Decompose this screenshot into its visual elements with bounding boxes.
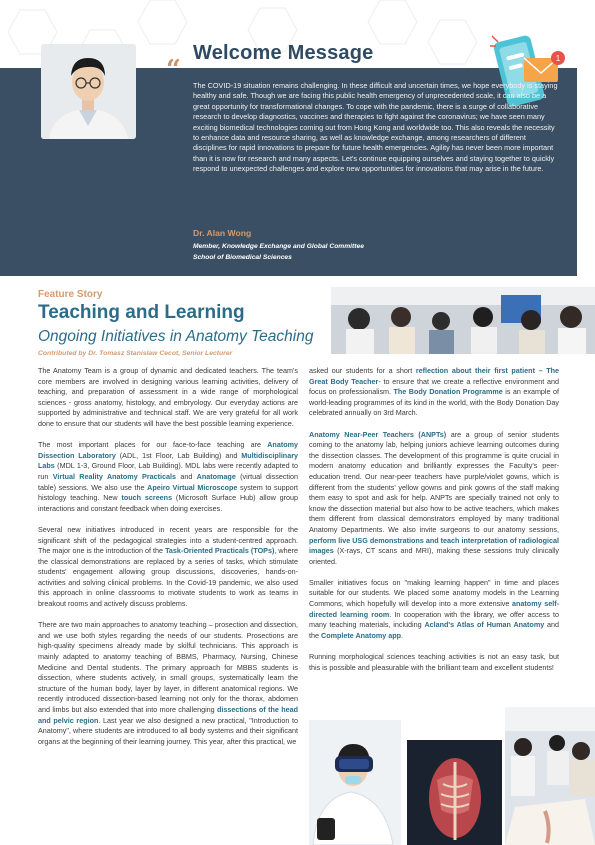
text-run: (Microsoft Surface Hub) allow group interactions and constant feedback when doing exercises. [38, 493, 298, 513]
welcome-title: Welcome Message [193, 42, 374, 64]
highlight-anpts: Anatomy Near-Peer Teachers (ANPTs) [309, 429, 447, 439]
highlight-head-pelvic-dissection: dissections of the head and pelvic region [38, 705, 298, 725]
anatomy-model-photo [407, 740, 502, 845]
signer-role-line1: Member, Knowledge Exchange and Global Committee [193, 243, 364, 250]
highlight-complete-anatomy-app: Complete Anatomy app [321, 630, 402, 640]
classroom-photo [331, 287, 595, 354]
text-run: and the [309, 620, 560, 640]
signer-role-line2: School of Biomedical Sciences [193, 254, 292, 261]
highlight-body-donation: The Body Donation Programme [393, 387, 503, 397]
open-quote-icon: “ [166, 55, 181, 85]
article-paragraph-6 [309, 430, 559, 568]
feature-subtitle: Ongoing Initiatives in Anatomy Teaching [38, 328, 314, 345]
feature-label: Feature Story [38, 289, 103, 300]
highlight-aclands-atlas: Acland's Atlas of Human Anatomy [424, 620, 545, 630]
highlight-great-body-teacher: reflection about their first patient – The Great Body Teacher [309, 366, 559, 386]
highlight-self-directed-room: anatomy self-directed learning room [309, 599, 559, 619]
classroom-illustration [331, 287, 595, 354]
close-quote-icon: ” [560, 250, 575, 280]
text-run: , where the classical demonstrations are replaced by a series of tasks, which stimulate students' engagement allowing group discussions, discoveries, hands-on-activities and solving clinical problems. In the Covid-19 pandemic, we also used this approach in online classrooms to motivate students to work as teams in breakout rooms and actively discuss problems. [38, 546, 298, 609]
article-paragraph-1: The Anatomy Team is a group of dynamic and dedicated teachers. The team's core members are involved in designing various learning activities, delivery of teaching, and preparation of assessment in a wide range of morphological sciences - gross anatomy, histology, and embryology. Our everyday actions are supported by administrative and technical staff. We are very grateful for all work done to ensure that our students will have the best possible learning experience. [38, 366, 298, 428]
text-run: Smaller initiatives focus on "making learning happen" in time and places suitable for our students. We placed some anatomy models in the Learning Commons, which hopefully will develop into a more extensive [309, 577, 559, 609]
touchscreen-table-illustration [505, 707, 595, 845]
article-paragraph-7 [309, 578, 559, 642]
text-run: . In cooperation with the library, we offer access to many teaching materials, including [309, 609, 559, 630]
article-paragraph-5 [309, 366, 559, 419]
touchscreen-table-photo [505, 707, 595, 845]
text-run: . [401, 630, 404, 640]
article-paragraph-2 [38, 440, 298, 514]
feature-contributor: Contributed by Dr. Tomasz Stanislaw Cecot, Senior Lecturer [38, 350, 233, 357]
highlight-multidisciplinary-labs: Multidisciplinary Labs [38, 450, 298, 471]
text-run: Several new initiatives introduced in recent years are responsible for the significant shift of the pedagogical strategies into a student-centred approach. The major one is the introduction of the [38, 524, 298, 556]
text-run: - to ensure that we create a reflective environment and focus on professionalism. [309, 376, 559, 397]
text-run: (X-rays, CT scans and MRI), making these sessions truly clinically oriented. [309, 546, 559, 566]
highlight-vr-practicals: Virtual Reality Anatomy Practicals [52, 471, 176, 481]
highlight-apeiro-microscope: Apeiro Virtual Microscope [147, 482, 238, 492]
text-run: (virtual dissection table) sessions. We also use the [38, 471, 299, 492]
text-run: is an example of world-leading programmes of its kind in the world, with the Body Donation Day celebrated annually on 3rd March. [309, 387, 559, 418]
text-run: . Last year we also designed a new practical, "Introduction to Anatomy", where students are introduced to all body systems and their significant organs at the beginning of their learning journey. This year, after this practical, we [38, 715, 298, 746]
vr-headset-illustration [309, 720, 401, 845]
vr-headset-photo [309, 720, 401, 845]
article-column-left [38, 366, 298, 758]
highlight-touch-screens: touch screens [121, 493, 173, 503]
highlight-usg-demonstrations: perform live USG demonstrations and teach interpretation of radiological images [309, 535, 559, 556]
text-run: system to support histology teaching. New [38, 482, 299, 503]
text-run: (MDL 1-3, Ground Floor, Lab Building). MDL labs were recently adapted to run [38, 461, 298, 481]
text-run: asked our students for a short [309, 366, 416, 375]
feature-title: Teaching and Learning [38, 302, 245, 323]
text-run: (ADL, 1st Floor, Lab Building) and [115, 450, 242, 460]
anatomy-model-illustration [407, 740, 502, 845]
article-paragraph-4 [38, 620, 298, 747]
welcome-body: The COVID-19 situation remains challenging. In these difficult and uncertain times, we hope everybody is staying healthy and safe. Though we are facing this public health emergency of unprecedented scale, it can also be a great opportunity for transformational changes. To cope with the pandemic, there is a surge of collaborative research to develop diagnostics, vaccines and therapies to fight against the coronavirus; we have seen many exciting biomedical technologies coming out from Hong Kong and worldwide too. This also reveals the necessity to enhance data and resource sharing, as well as knowledge exchange, among researchers of different disciplines for rapid innovations to prepare for future health emergencies. Agility has never been more important than it is now for research and many aspects. Let's continue equipping ourselves and staying together to quickly respond to unexpected challenges and explore new opportunities for innovations that may arise in the future. [193, 81, 558, 174]
signer-role [193, 241, 364, 263]
portrait-illustration [41, 44, 136, 139]
article-paragraph-3 [38, 525, 298, 610]
highlight-anatomy-dissection-lab: Anatomy Dissection Laboratory [38, 440, 298, 460]
portrait-photo [41, 44, 136, 139]
highlight-anatomage: Anatomage [196, 471, 236, 481]
article-column-right [309, 366, 559, 684]
notification-badge: 1 [555, 54, 561, 63]
highlight-tops: Task-Oriented Practicals (TOPs) [165, 546, 275, 556]
text-run: and [176, 471, 197, 481]
text-run: There are two main approaches to anatomy teaching – prosection and dissection, and we use both styles regarding the needs of our students. Prosections are high-quality specimens already made by skilful technicians. This approach is mainly adapted to anatomy teaching of BBMS, Pharmacy, Nursing, Chinese Medicine and Dental students. The primary approach for MBBS students is dissection, where students actively, in small groups, systematically learn the structure of the human body, layer by layer, in different anatomical regions. We recently introduced dissection-based learning not only for the thorax, abdomen and limbs but also extended that into more challenging [38, 620, 298, 714]
signer-name: Dr. Alan Wong [193, 228, 252, 238]
text-run: The most important places for our face-to-face teaching are [38, 440, 268, 450]
article-paragraph-8: Running morphological sciences teaching activities is not an easy task, but this is possible and pleasurable with the brilliant team and excellent students! [309, 652, 559, 672]
text-run: are a group of senior students coming to the anatomy lab, helping juniors achieve learning outcomes during the dissection classes. The development of this programme is quite crucial in modern anatomy education and brilliantly expresses the Faculty's peer-education trend. Our near-peer teachers have purple/violet gowns, which is different from the students' yellow gowns and pink gowns of the staff making them easy to spot and ask for help. ANPTs are specially trained not only to know the dissection material but also how to be active teachers, which makes them different from classical demonstrators employed by many traditional Anatomy Departments. We also invite surgeons to our anatomy sessions, [309, 429, 559, 534]
